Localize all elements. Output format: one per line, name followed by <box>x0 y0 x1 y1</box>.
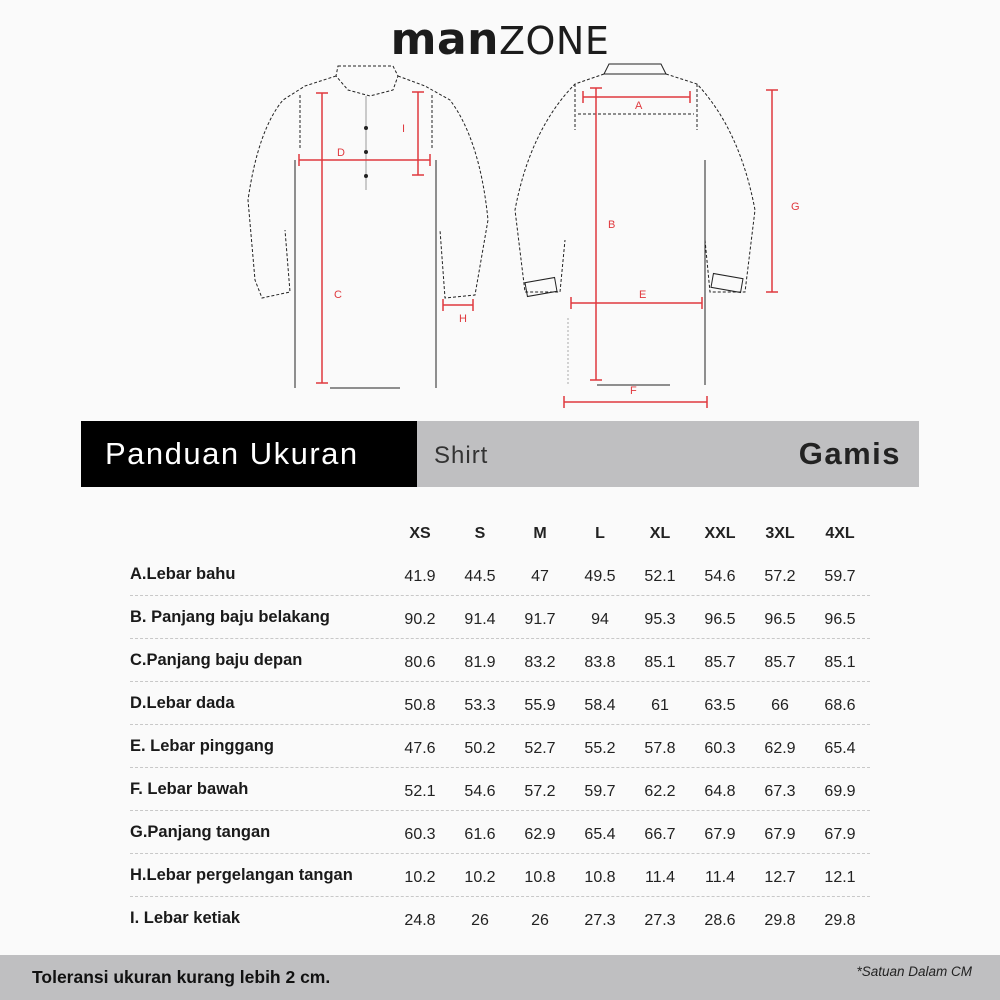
measurement-value: 41.9 <box>404 567 436 585</box>
measurement-value: 68.6 <box>824 696 856 714</box>
measurement-value: 69.9 <box>824 782 856 800</box>
measurement-label: I. Lebar ketiak <box>130 909 241 927</box>
measurement-value: 27.3 <box>584 911 616 929</box>
banner-category: Gamis <box>798 436 901 471</box>
measurement-value: 62.9 <box>764 739 796 757</box>
unit-note: *Satuan Dalam CM <box>856 964 972 979</box>
size-header: S <box>474 525 486 542</box>
measurement-value: 85.7 <box>704 653 736 671</box>
measurement-value: 95.3 <box>644 610 676 628</box>
footer-bar <box>0 955 1000 1000</box>
measurement-value: 24.8 <box>404 911 436 929</box>
measurement-value: 80.6 <box>404 653 436 671</box>
measurement-value: 55.9 <box>524 696 556 714</box>
measurement-value: 49.5 <box>584 567 616 585</box>
measurement-value: 52.1 <box>644 567 676 585</box>
table-row <box>130 682 870 725</box>
table-row <box>130 639 870 682</box>
label-c: C <box>334 289 342 301</box>
measurement-value: 26 <box>531 911 549 929</box>
measurement-value: 66.7 <box>644 825 676 843</box>
measurement-label: D.Lebar dada <box>130 694 235 712</box>
measurement-value: 11.4 <box>705 868 735 886</box>
size-guide-banner <box>81 421 919 487</box>
banner-title: Panduan Ukuran <box>81 421 417 487</box>
measurement-value: 11.4 <box>645 868 675 886</box>
label-i: I <box>402 123 406 135</box>
measurement-value: 96.5 <box>764 610 796 628</box>
measurement-value: 91.7 <box>524 610 556 628</box>
table-row <box>130 553 870 596</box>
measurement-value: 85.1 <box>644 653 676 671</box>
measurement-value: 65.4 <box>584 825 616 843</box>
measurement-value: 52.7 <box>524 739 556 757</box>
table-row <box>130 897 870 940</box>
label-g: G <box>791 201 800 213</box>
measurement-label: C.Panjang baju depan <box>130 651 303 669</box>
measurement-value: 10.2 <box>464 868 496 886</box>
measurement-label: H.Lebar pergelangan tangan <box>130 866 353 884</box>
measurement-value: 61 <box>651 696 669 714</box>
measurement-label: E. Lebar pinggang <box>130 737 274 755</box>
label-b: B <box>608 219 616 231</box>
measurement-value: 57.2 <box>524 782 556 800</box>
measurement-value: 59.7 <box>824 567 856 585</box>
measurement-value: 50.8 <box>404 696 436 714</box>
back-view-outline <box>515 64 755 385</box>
measurement-value: 10.8 <box>524 868 556 886</box>
label-h: H <box>459 313 467 325</box>
measurement-value: 52.1 <box>404 782 436 800</box>
measurement-value: 67.9 <box>764 825 796 843</box>
measurement-value: 94 <box>591 610 609 628</box>
size-header: 4XL <box>825 525 855 542</box>
size-header: XXL <box>704 525 736 542</box>
table-row <box>130 854 870 897</box>
size-header: 3XL <box>765 525 795 542</box>
measurement-value: 83.8 <box>584 653 616 671</box>
measurement-value: 63.5 <box>704 696 736 714</box>
measurement-value: 83.2 <box>524 653 556 671</box>
table-row <box>130 596 870 639</box>
measurement-label: F. Lebar bawah <box>130 780 249 798</box>
measurement-value: 12.7 <box>764 868 796 886</box>
size-header: M <box>533 525 547 542</box>
table-row <box>130 725 870 768</box>
measurement-value: 47.6 <box>404 739 436 757</box>
measurement-label: G.Panjang tangan <box>130 823 271 841</box>
measurement-value: 59.7 <box>584 782 616 800</box>
shirt-diagram-icon <box>0 58 1000 413</box>
measurement-value: 85.1 <box>824 653 856 671</box>
garment-diagram <box>0 58 1000 413</box>
brand-logo-part2: ZONE <box>498 19 610 63</box>
size-header: L <box>595 525 605 542</box>
size-header: XS <box>409 525 431 542</box>
measurement-value: 47 <box>531 567 549 585</box>
measurement-value: 55.2 <box>584 739 616 757</box>
measurement-value: 66 <box>771 696 789 714</box>
label-e: E <box>639 289 647 301</box>
measurement-value: 29.8 <box>764 911 796 929</box>
measurement-value: 62.9 <box>524 825 556 843</box>
measurement-value: 57.2 <box>764 567 796 585</box>
tolerance-note: Toleransi ukuran kurang lebih 2 cm. <box>32 967 331 987</box>
measurement-value: 67.3 <box>764 782 796 800</box>
measurement-value: 10.2 <box>404 868 436 886</box>
measurement-value: 60.3 <box>404 825 436 843</box>
brand-logo-part1: man <box>390 14 499 65</box>
measurement-value: 10.8 <box>584 868 616 886</box>
measurement-value: 90.2 <box>404 610 436 628</box>
size-table <box>130 515 870 940</box>
measurement-value: 91.4 <box>464 610 496 628</box>
label-d: D <box>337 147 345 159</box>
measurement-value: 50.2 <box>464 739 496 757</box>
measurement-value: 44.5 <box>464 567 496 585</box>
measurement-value: 67.9 <box>704 825 736 843</box>
measurement-value: 26 <box>471 911 489 929</box>
measurement-value: 62.2 <box>644 782 676 800</box>
label-a: A <box>635 100 643 112</box>
measurement-value: 96.5 <box>704 610 736 628</box>
size-header-row <box>130 515 870 553</box>
measurement-label: A.Lebar bahu <box>130 565 236 583</box>
measurement-value: 54.6 <box>704 567 736 585</box>
measurement-value: 85.7 <box>764 653 796 671</box>
measurement-value: 28.6 <box>704 911 736 929</box>
table-row <box>130 768 870 811</box>
size-header: XL <box>649 525 671 542</box>
measurement-value: 61.6 <box>464 825 496 843</box>
banner-subtitle: Shirt <box>434 442 489 469</box>
measurement-value: 27.3 <box>644 911 676 929</box>
front-measure-lines <box>299 92 473 383</box>
measurement-value: 96.5 <box>824 610 856 628</box>
measurement-value: 57.8 <box>644 739 676 757</box>
measurement-value: 12.1 <box>824 868 856 886</box>
measurement-label: B. Panjang baju belakang <box>130 608 330 626</box>
label-f: F <box>630 385 637 397</box>
measurement-value: 58.4 <box>584 696 616 714</box>
table-row <box>130 811 870 854</box>
measurement-value: 65.4 <box>824 739 856 757</box>
measurement-value: 67.9 <box>824 825 856 843</box>
measurement-value: 64.8 <box>704 782 736 800</box>
back-measure-lines <box>564 88 778 408</box>
banner-info <box>417 421 919 487</box>
measurement-value: 60.3 <box>704 739 736 757</box>
measurement-value: 29.8 <box>824 911 856 929</box>
measurement-value: 54.6 <box>464 782 496 800</box>
measurement-value: 53.3 <box>464 696 496 714</box>
front-view-outline <box>248 66 488 388</box>
measurement-value: 81.9 <box>464 653 496 671</box>
